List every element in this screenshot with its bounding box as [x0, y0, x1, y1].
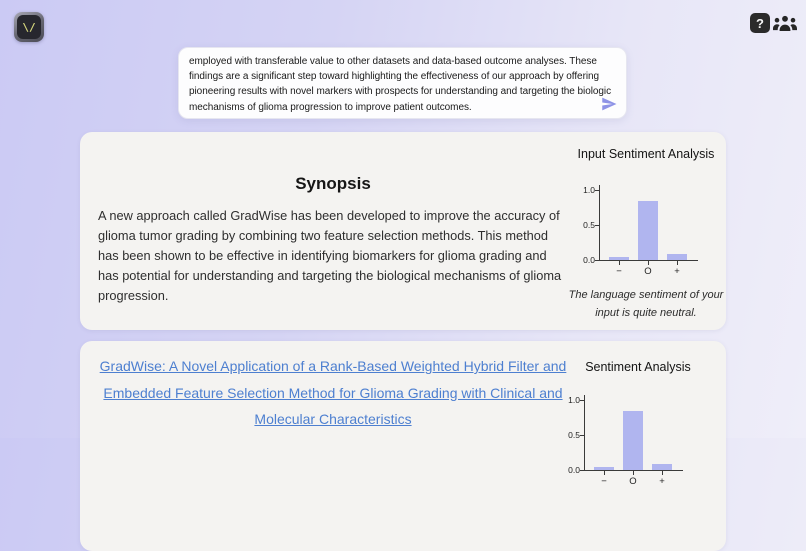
y-tick — [595, 225, 599, 226]
y-tick-label: 0.0 — [568, 465, 580, 475]
y-tick — [580, 400, 584, 401]
bar-1 — [638, 201, 658, 261]
users-button[interactable] — [772, 15, 798, 32]
x-tick-label: − — [601, 476, 607, 487]
y-tick-label: 1.0 — [583, 185, 595, 195]
app-logo[interactable] — [14, 12, 44, 42]
y-tick — [580, 435, 584, 436]
x-tick — [677, 261, 678, 265]
x-tick — [648, 261, 649, 265]
x-tick — [633, 471, 634, 475]
y-axis — [599, 185, 600, 260]
synopsis-heading: Synopsis — [295, 174, 371, 193]
x-tick-label: + — [674, 266, 680, 277]
input-sentiment-bar-chart — [574, 182, 704, 282]
sentiment-chart-title: Sentiment Analysis — [585, 360, 691, 374]
x-tick-label: + — [659, 476, 665, 487]
sentiment-bar-chart — [559, 392, 689, 492]
y-tick — [595, 260, 599, 261]
bar-1 — [623, 411, 643, 471]
x-tick-label: O — [629, 476, 637, 487]
y-tick-label: 0.5 — [568, 430, 580, 440]
x-tick — [619, 261, 620, 265]
y-axis — [584, 395, 585, 470]
x-tick-label: − — [616, 266, 622, 277]
y-tick-label: 0.5 — [583, 220, 595, 230]
chat-input-text[interactable]: employed with transferable value to other datasets and data-based outcome analyses. These findings are a significant step toward highlighting the effectiveness of our approach by offering pioneering results with novel markers with prospects for understanding and targeting the biologic mechanisms of glioma progression to improve patient outcomes. — [189, 56, 612, 113]
send-icon — [600, 95, 618, 113]
y-tick — [595, 190, 599, 191]
input-sentiment-chart-title: Input Sentiment Analysis — [577, 147, 715, 161]
y-tick — [580, 470, 584, 471]
x-tick-label: O — [644, 266, 652, 277]
y-tick-label: 0.0 — [583, 255, 595, 265]
help-button[interactable] — [750, 13, 770, 33]
x-tick — [604, 471, 605, 475]
x-tick — [662, 471, 663, 475]
chat-input-bubble[interactable] — [178, 47, 627, 119]
send-button[interactable] — [600, 95, 618, 113]
synopsis-card — [80, 132, 726, 330]
synopsis-body: A new approach called GradWise has been developed to improve the accuracy of glioma tumor grading by combining two feature selection methods. This method has been shown to be effective in identifying biomarkers for glioma grading and has potential for understanding and targeting the biological mechanisms of glioma progression. — [98, 208, 562, 303]
bar-2 — [667, 254, 687, 260]
app-logo-glyph: \/ — [17, 15, 41, 39]
input-sentiment-caption: The language sentiment of your input is quite neutral. — [568, 289, 724, 319]
bar-0 — [594, 467, 614, 470]
bar-0 — [609, 257, 629, 260]
bar-2 — [652, 464, 672, 470]
question-mark-icon: ? — [756, 15, 764, 31]
people-group-icon — [772, 15, 798, 32]
paper-title-link[interactable]: GradWise: A Novel Application of a Rank-Based Weighted Hybrid Filter and Embedded Feature Selection Method for Glioma Grading with Clinical and Molecular Characteristics — [99, 358, 567, 427]
paper-card — [80, 341, 726, 551]
y-tick-label: 1.0 — [568, 395, 580, 405]
